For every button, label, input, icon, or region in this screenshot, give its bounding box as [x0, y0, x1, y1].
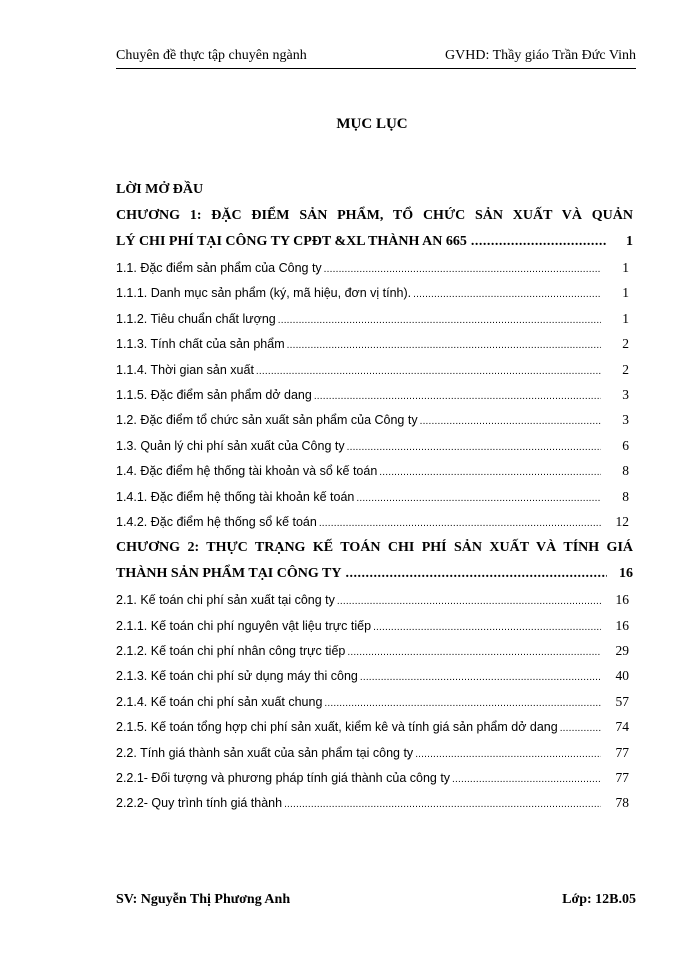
toc-entry-label: 1.1.1. Danh mục sản phẩm (ký, mã hiệu, đơn vị tính). [116, 286, 412, 301]
table-of-contents [116, 178, 633, 816]
toc-entry[interactable] [116, 484, 633, 509]
toc-entry[interactable] [116, 407, 633, 432]
toc-entry-page: 77 [615, 770, 629, 786]
toc-entry-page: 74 [615, 719, 629, 735]
toc-chapter-1 [116, 203, 633, 255]
dot-leader [560, 716, 601, 741]
toc-entry-label: 2.1. Kế toán chi phí sản xuất tại công ty [116, 593, 335, 608]
toc-entry-label: 2.1.1. Kế toán chi phí nguyên vật liệu trực tiếp [116, 618, 372, 633]
toc-entry[interactable] [116, 509, 633, 534]
chapter-1-page: 1 [626, 234, 633, 249]
chapter-2-page: 16 [619, 566, 633, 582]
dot-leader [314, 384, 601, 409]
dot-leader [360, 665, 601, 690]
toc-entry-page: 3 [622, 386, 629, 402]
toc-entry[interactable] [116, 280, 633, 305]
toc-entry-page: 16 [615, 592, 629, 608]
toc-entry-page: 29 [615, 643, 629, 659]
toc-entry-page: 1 [622, 260, 629, 275]
toc-entry-label: 2.1.4. Kế toán chi phí sản xuất chung [116, 694, 323, 709]
dot-leader [324, 691, 601, 716]
toc-entry-label: 2.2. Tính giá thành sản xuất của sản phẩm tại công ty [116, 745, 414, 760]
toc-entry-label: 1.4. Đặc điểm hệ thống tài khoản và sổ kế toán [116, 464, 378, 479]
toc-entry[interactable] [116, 790, 633, 815]
toc-entry-label: 1.4.1. Đặc điểm hệ thống tài khoản kế toán [116, 489, 355, 504]
toc-entry[interactable] [116, 740, 633, 765]
dot-leader [420, 409, 601, 434]
toc-entry-label: 1.4.2. Đặc điểm hệ thống sổ kế toán [116, 514, 317, 529]
page-footer [116, 892, 636, 908]
dot-leader [278, 308, 601, 333]
dot-leader [324, 257, 601, 282]
toc-entry[interactable] [116, 638, 633, 663]
toc-entry-page: 2 [622, 336, 629, 352]
chapter-2-title-line2 [116, 561, 633, 587]
toc-entry-label: 1.1.2. Tiêu chuẩn chất lượng [116, 311, 276, 326]
toc-entry-page: 1 [622, 310, 629, 326]
footer-class: Lớp: 12B.05 [562, 892, 636, 907]
chapter-1-title-line2 [116, 229, 633, 255]
chapter-2-title-line1: CHƯƠNG 2: THỰC TRẠNG KẾ TOÁN CHI PHÍ SẢN XUẤT VÀ TÍNH GIÁ [116, 540, 633, 556]
toc-chapter-2 [116, 535, 633, 587]
dot-leader [413, 282, 601, 307]
toc-entry[interactable] [116, 433, 633, 458]
toc-entry-page: 57 [615, 693, 629, 709]
page-header [116, 47, 636, 69]
chapter-1-title-line1: CHƯƠNG 1: ĐẶC ĐIỂM SẢN PHẨM, TỔ CHỨC SẢN XUẤT VÀ QUẢN [116, 208, 633, 223]
toc-intro: LỜI MỞ ĐẦU [116, 182, 204, 197]
dot-leader [347, 435, 601, 460]
toc-entry[interactable] [116, 255, 633, 280]
dot-leader [379, 460, 601, 485]
toc-entry-page: 1 [622, 285, 629, 301]
toc-entry[interactable] [116, 382, 633, 407]
toc-entry-page: 6 [622, 437, 629, 453]
dot-leader [373, 615, 601, 640]
dot-leader [345, 561, 607, 587]
toc-entry-label: 2.1.5. Kế toán tổng hợp chi phí sản xuất, kiểm kê và tính giá sản phẩm dở dang [116, 720, 558, 735]
toc-entry-label: 2.2.1- Đối tượng và phương pháp tính giá thành của công ty [116, 771, 451, 786]
toc-entry-label: 1.1. Đặc điểm sản phẩm của Công ty [116, 261, 322, 275]
toc-entry-label: 2.1.3. Kế toán chi phí sử dụng máy thi công [116, 669, 358, 684]
toc-entry[interactable] [116, 613, 633, 638]
toc-entry-label: 1.2. Đặc điểm tổ chức sản xuất sản phẩm của Công ty [116, 413, 418, 428]
toc-entry[interactable] [116, 765, 633, 790]
chapter-1-entries [116, 255, 633, 534]
toc-entry-page: 8 [622, 488, 629, 504]
toc-entry-page: 40 [615, 668, 629, 684]
dot-leader [415, 742, 601, 767]
toc-entry-page: 12 [615, 513, 629, 529]
page-title: MỤC LỤC [336, 116, 408, 132]
toc-entry-page: 77 [615, 744, 629, 760]
dot-leader [347, 640, 601, 665]
toc-entry-page: 2 [622, 361, 629, 377]
dot-leader [287, 333, 601, 358]
toc-entry[interactable] [116, 714, 633, 739]
toc-entry[interactable] [116, 306, 633, 331]
dot-leader [319, 511, 601, 536]
toc-entry-label: 1.1.4. Thời gian sản xuất [116, 362, 254, 377]
toc-entry-label: 2.2.2- Quy trình tính giá thành [116, 796, 283, 811]
toc-entry[interactable] [116, 689, 633, 714]
footer-student: SV: Nguyễn Thị Phương Anh [116, 892, 291, 907]
chapter-2-title-text: THÀNH SẢN PHẨM TẠI CÔNG TY [116, 566, 342, 582]
header-subject: Chuyên đề thực tập chuyên ngành [116, 48, 307, 63]
toc-entry[interactable] [116, 587, 633, 612]
dot-leader [452, 767, 601, 792]
toc-entry-page: 16 [615, 617, 629, 633]
dot-leader [471, 229, 607, 255]
chapter-2-entries [116, 587, 633, 816]
chapter-1-title-text: LÝ CHI PHÍ TẠI CÔNG TY CPĐT &XL THÀNH AN 665 [116, 234, 467, 249]
toc-entry-page: 3 [622, 412, 629, 428]
dot-leader [256, 359, 601, 384]
toc-entry[interactable] [116, 331, 633, 356]
toc-entry[interactable] [116, 458, 633, 483]
dot-leader [337, 589, 601, 614]
header-advisor: GVHD: Thầy giáo Trần Đức Vinh [445, 48, 636, 63]
toc-entry-label: 1.1.3. Tính chất của sản phẩm [116, 337, 285, 352]
dot-leader [284, 792, 601, 817]
toc-entry[interactable] [116, 663, 633, 688]
toc-entry-label: 1.1.5. Đặc điểm sản phẩm dở dang [116, 387, 312, 402]
toc-entry-label: 2.1.2. Kế toán chi phí nhân công trực tiếp [116, 644, 346, 659]
toc-entry-page: 8 [622, 463, 629, 479]
dot-leader [356, 486, 601, 511]
toc-entry[interactable] [116, 357, 633, 382]
toc-entry-page: 78 [615, 795, 629, 811]
toc-entry-label: 1.3. Quản lý chi phí sản xuất của Công ty [116, 438, 345, 453]
